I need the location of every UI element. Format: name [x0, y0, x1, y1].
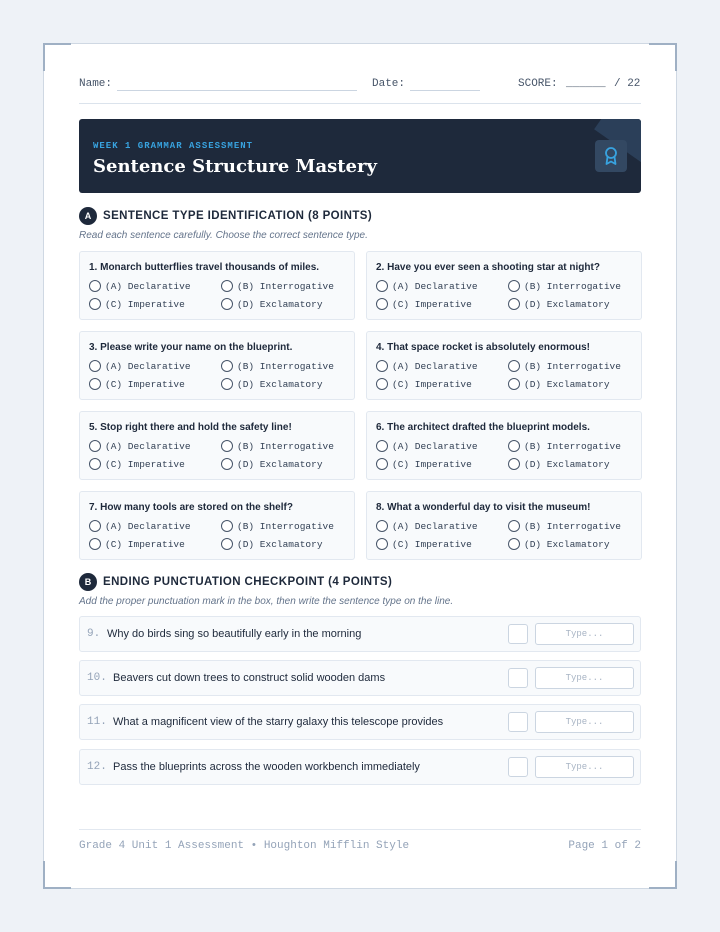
item-number: 11.: [87, 716, 107, 728]
punctuation-box[interactable]: [508, 624, 528, 644]
radio-button[interactable]: [221, 538, 233, 550]
date-label: Date:: [372, 78, 406, 90]
sentence-text: Beavers cut down trees to construct solid wooden dams: [113, 672, 386, 684]
answer-option[interactable]: [89, 360, 191, 372]
option-label: (D) Exclamatory: [237, 458, 323, 470]
answer-option[interactable]: [221, 520, 334, 532]
option-label: (A) Declarative: [392, 280, 478, 292]
option-label: (D) Exclamatory: [524, 458, 610, 470]
answer-option[interactable]: [221, 280, 334, 292]
banner-kicker: WEEK 1 GRAMMAR ASSESSMENT: [93, 141, 254, 151]
option-label: (D) Exclamatory: [524, 378, 610, 390]
answer-option[interactable]: [508, 458, 610, 470]
option-label: (A) Declarative: [392, 440, 478, 452]
question-card: [79, 251, 355, 320]
answer-option[interactable]: [221, 298, 323, 310]
option-label: (B) Interrogative: [524, 360, 621, 372]
radio-button[interactable]: [508, 520, 520, 532]
radio-button[interactable]: [508, 458, 520, 470]
punctuation-row: [79, 616, 641, 652]
student-info-header: [79, 78, 641, 94]
footer-course-label: Grade 4 Unit 1 Assessment • Houghton Mifflin Style: [79, 840, 410, 852]
award-ribbon-icon: [595, 140, 627, 172]
question-text: 8. What a wonderful day to visit the museum!: [376, 502, 591, 513]
radio-button[interactable]: [221, 378, 233, 390]
answer-option[interactable]: [89, 538, 185, 550]
radio-button[interactable]: [376, 538, 388, 550]
option-label: (C) Imperative: [392, 378, 472, 390]
option-label: (D) Exclamatory: [237, 378, 323, 390]
option-label: (B) Interrogative: [524, 520, 621, 532]
option-label: (C) Imperative: [392, 538, 472, 550]
sentence-type-input[interactable]: [535, 711, 634, 733]
corner-mark: [649, 861, 677, 889]
radio-button[interactable]: [89, 360, 101, 372]
header-divider: [79, 103, 641, 104]
option-label: (C) Imperative: [105, 458, 185, 470]
question-card: [79, 411, 355, 480]
radio-button[interactable]: [89, 458, 101, 470]
answer-option[interactable]: [508, 378, 610, 390]
radio-button[interactable]: [508, 378, 520, 390]
radio-button[interactable]: [89, 440, 101, 452]
section-b-instructions: Add the proper punctuation mark in the box, then write the sentence type on the line.: [79, 596, 454, 607]
section-b-title: ENDING PUNCTUATION CHECKPOINT (4 POINTS): [103, 576, 393, 588]
radio-button[interactable]: [508, 280, 520, 292]
option-label: (B) Interrogative: [524, 440, 621, 452]
page-title: Sentence Structure Mastery: [93, 156, 377, 177]
sentence-text: Pass the blueprints across the wooden workbench immediately: [113, 761, 420, 773]
answer-option[interactable]: [508, 298, 610, 310]
answer-option[interactable]: [89, 378, 185, 390]
radio-button[interactable]: [376, 360, 388, 372]
answer-option[interactable]: [89, 280, 191, 292]
option-label: (B) Interrogative: [237, 360, 334, 372]
option-label: (D) Exclamatory: [237, 298, 323, 310]
question-card: [366, 491, 642, 560]
score-blank: ______: [566, 78, 606, 90]
option-label: (D) Exclamatory: [237, 538, 323, 550]
option-label: (A) Declarative: [392, 520, 478, 532]
radio-button[interactable]: [221, 520, 233, 532]
section-a-badge: A: [79, 207, 97, 225]
question-text: 3. Please write your name on the blueprint.: [89, 342, 293, 353]
answer-option[interactable]: [221, 440, 334, 452]
radio-button[interactable]: [508, 360, 520, 372]
option-label: (A) Declarative: [105, 280, 191, 292]
date-line[interactable]: [410, 90, 480, 91]
question-text: 7. How many tools are stored on the shelf?: [89, 502, 293, 513]
answer-option[interactable]: [376, 458, 472, 470]
option-label: (C) Imperative: [392, 458, 472, 470]
score-label: SCORE:: [518, 78, 558, 90]
name-label: Name:: [79, 78, 113, 90]
answer-option[interactable]: [508, 538, 610, 550]
radio-button[interactable]: [89, 538, 101, 550]
punctuation-box[interactable]: [508, 668, 528, 688]
option-label: (B) Interrogative: [524, 280, 621, 292]
answer-option[interactable]: [89, 458, 185, 470]
sentence-text: What a magnificent view of the starry galaxy this telescope provides: [113, 716, 444, 728]
answer-option[interactable]: [376, 280, 478, 292]
answer-option[interactable]: [376, 360, 478, 372]
radio-button[interactable]: [508, 538, 520, 550]
punctuation-row: [79, 704, 641, 740]
question-card: [366, 251, 642, 320]
radio-button[interactable]: [221, 280, 233, 292]
radio-button[interactable]: [376, 298, 388, 310]
radio-button[interactable]: [376, 458, 388, 470]
question-card: [366, 331, 642, 400]
question-text: 4. That space rocket is absolutely enormous!: [376, 342, 590, 353]
option-label: (A) Declarative: [105, 360, 191, 372]
radio-button[interactable]: [376, 280, 388, 292]
option-label: (A) Declarative: [105, 440, 191, 452]
question-card: [79, 491, 355, 560]
corner-mark: [43, 43, 71, 71]
answer-option[interactable]: [89, 298, 185, 310]
option-label: (B) Interrogative: [237, 520, 334, 532]
answer-option[interactable]: [508, 520, 621, 532]
option-label: (A) Declarative: [392, 360, 478, 372]
option-label: (A) Declarative: [105, 520, 191, 532]
question-text: 5. Stop right there and hold the safety line!: [89, 422, 292, 433]
answer-option[interactable]: [508, 280, 621, 292]
answer-option[interactable]: [376, 440, 478, 452]
answer-option[interactable]: [376, 378, 472, 390]
option-label: (D) Exclamatory: [524, 538, 610, 550]
radio-button[interactable]: [376, 378, 388, 390]
sentence-type-input[interactable]: [535, 756, 634, 778]
question-card: [79, 331, 355, 400]
section-b-header: [79, 573, 392, 591]
section-a-header: [79, 207, 372, 225]
question-card: [366, 411, 642, 480]
sentence-text: Why do birds sing so beautifully early in the morning: [107, 628, 362, 640]
question-text: 2. Have you ever seen a shooting star at night?: [376, 262, 600, 273]
option-label: (C) Imperative: [392, 298, 472, 310]
section-b-badge: B: [79, 573, 97, 591]
item-number: 12.: [87, 761, 107, 773]
radio-button[interactable]: [221, 360, 233, 372]
answer-option[interactable]: [376, 538, 472, 550]
answer-option[interactable]: [89, 520, 191, 532]
title-banner: [79, 119, 641, 193]
punctuation-row: [79, 749, 641, 785]
radio-button[interactable]: [376, 520, 388, 532]
section-a-instructions: Read each sentence carefully. Choose the correct sentence type.: [79, 230, 368, 241]
option-label: (C) Imperative: [105, 378, 185, 390]
radio-button[interactable]: [376, 440, 388, 452]
question-text: 6. The architect drafted the blueprint models.: [376, 422, 590, 433]
sentence-type-input[interactable]: [535, 623, 634, 645]
corner-mark: [43, 861, 71, 889]
option-label: (C) Imperative: [105, 538, 185, 550]
punctuation-row: [79, 660, 641, 696]
name-line[interactable]: [117, 90, 357, 91]
punctuation-box[interactable]: [508, 712, 528, 732]
footer-page-number: Page 1 of 2: [568, 840, 641, 852]
radio-button[interactable]: [508, 440, 520, 452]
radio-button[interactable]: [221, 440, 233, 452]
radio-button[interactable]: [221, 298, 233, 310]
score-total: / 22: [614, 78, 641, 90]
option-label: (D) Exclamatory: [524, 298, 610, 310]
option-label: (B) Interrogative: [237, 440, 334, 452]
radio-button[interactable]: [89, 520, 101, 532]
option-label: (C) Imperative: [105, 298, 185, 310]
option-label: (B) Interrogative: [237, 280, 334, 292]
item-number: 10.: [87, 672, 107, 684]
answer-option[interactable]: [221, 458, 323, 470]
answer-option[interactable]: [376, 298, 472, 310]
sentence-type-input[interactable]: [535, 667, 634, 689]
radio-button[interactable]: [89, 378, 101, 390]
answer-option[interactable]: [508, 360, 621, 372]
footer-divider: [79, 829, 641, 830]
answer-option[interactable]: [508, 440, 621, 452]
answer-option[interactable]: [376, 520, 478, 532]
section-a-title: SENTENCE TYPE IDENTIFICATION (8 POINTS): [103, 210, 373, 222]
answer-option[interactable]: [221, 378, 323, 390]
radio-button[interactable]: [89, 280, 101, 292]
punctuation-box[interactable]: [508, 757, 528, 777]
answer-option[interactable]: [89, 440, 191, 452]
corner-mark: [649, 43, 677, 71]
radio-button[interactable]: [221, 458, 233, 470]
answer-option[interactable]: [221, 360, 334, 372]
item-number: 9.: [87, 628, 101, 640]
radio-button[interactable]: [508, 298, 520, 310]
question-text: 1. Monarch butterflies travel thousands of miles.: [89, 262, 320, 273]
radio-button[interactable]: [89, 298, 101, 310]
answer-option[interactable]: [221, 538, 323, 550]
